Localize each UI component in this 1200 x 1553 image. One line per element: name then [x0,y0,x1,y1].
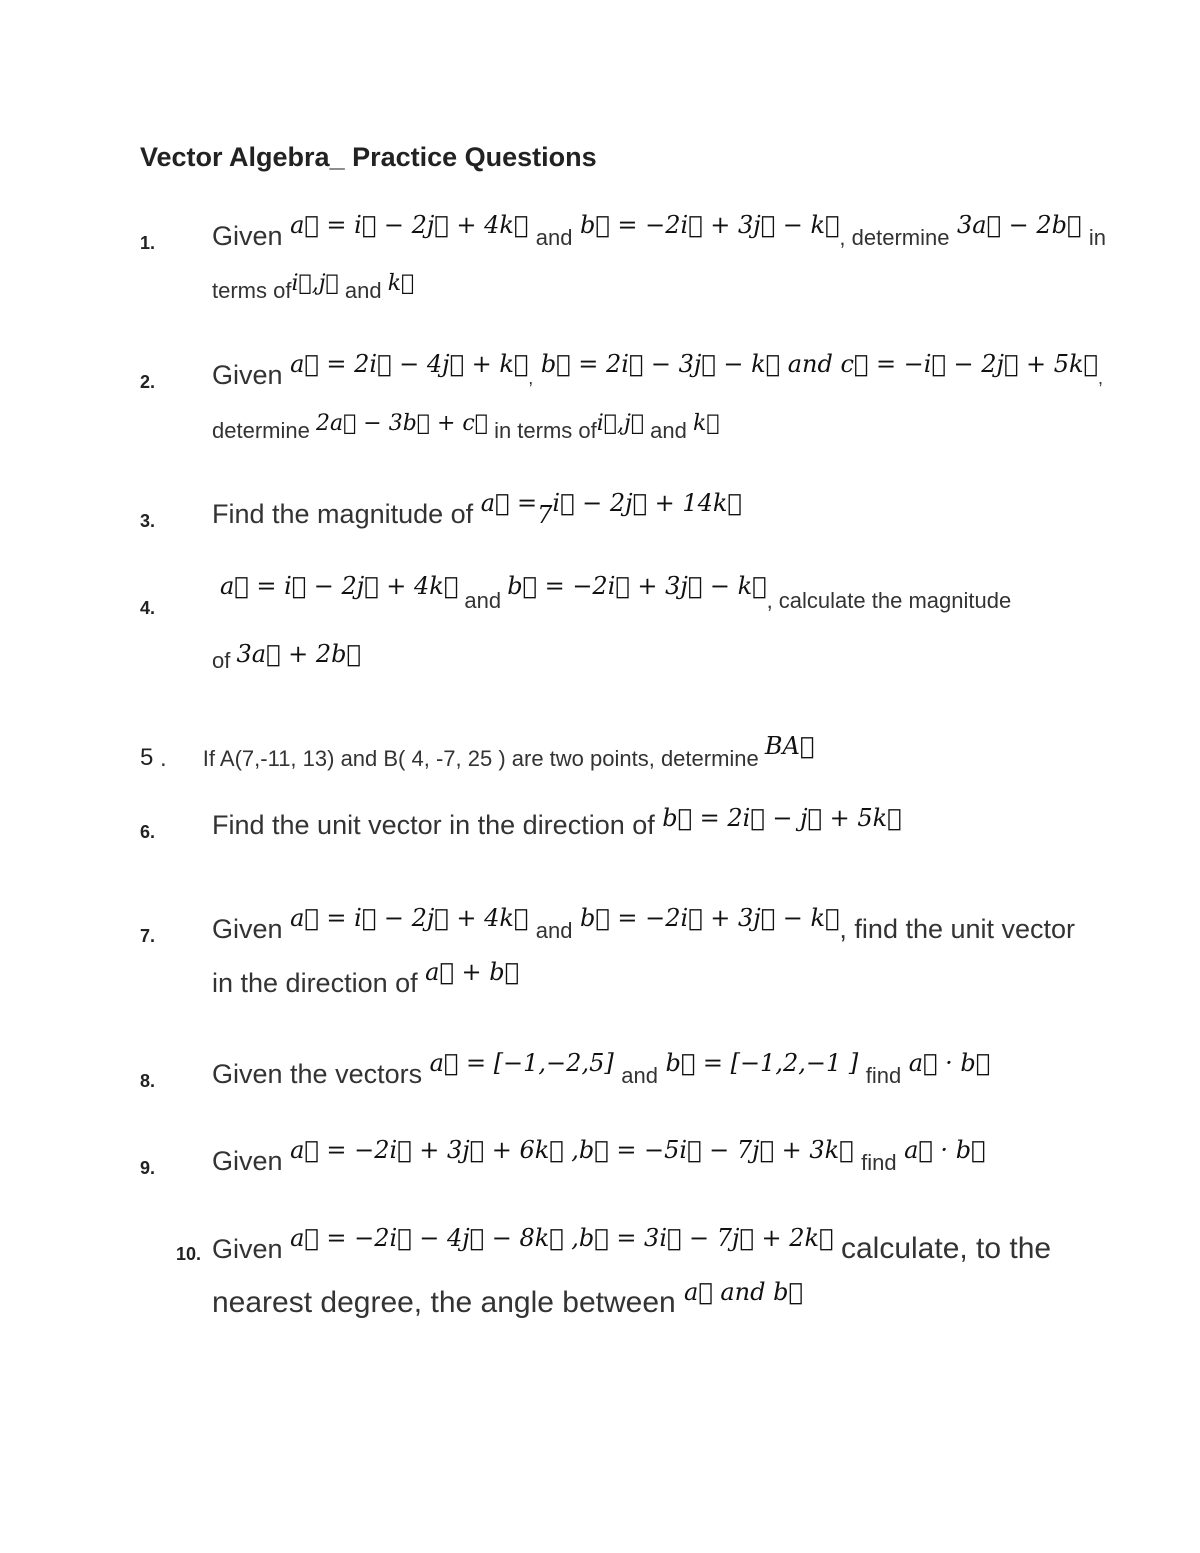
question-text: and [535,918,573,943]
math-expression: a⃗ = [480,489,538,517]
question-text: terms of [212,278,292,303]
question-text: find [861,1150,897,1175]
question-line [212,350,1103,391]
math-expression: b⃗ = [−1,2,−1 ] [665,1049,859,1077]
question-text: , determine [839,225,950,250]
math-expression: a⃗ · b⃗ [904,1136,986,1164]
math-expression: a⃗ = [−1,−2,5] [429,1049,614,1077]
question-number: 10. [176,1244,202,1264]
question-line [212,211,1107,252]
math-expression: a⃗ = −2i⃗ − 4j⃗ − 8k⃗ ,b⃗ = 3i⃗ − 7j⃗ + 2k⃗ [290,1224,834,1252]
question-text: Find the magnitude of [212,499,474,529]
question-text: in the direction of [212,968,418,998]
question-number: 6. [140,822,156,842]
question-text: and [621,1063,658,1088]
math-expression: a⃗ · b⃗ [908,1049,991,1077]
question-text: Given [212,914,283,944]
math-expression: b⃗ = 2i⃗ − j⃗ + 5k⃗ [662,804,902,832]
question-text: Given [212,1146,283,1176]
question-number: 8. [140,1071,156,1091]
math-expression: a⃗ = i⃗ − 2j⃗ + 4k⃗ [290,904,529,932]
question-text: and [535,225,573,250]
math-expression: k⃗ [693,411,720,436]
math-expression: 3a⃗ + 2b⃗ [236,640,361,668]
math-expression: b⃗ = −2i⃗ + 3j⃗ − k⃗ [507,572,767,600]
question-number: 5 [140,744,154,771]
question-text: Given [212,1234,283,1264]
math-expression: 7 [537,501,553,529]
math-expression: b⃗ = −2i⃗ + 3j⃗ − k⃗ [580,904,840,932]
question-line [212,1136,986,1177]
question-number: 1. [140,233,156,253]
question-number: 3. [140,511,156,531]
question-number: 2. [140,372,156,392]
question-line [212,271,415,304]
math-expression: k⃗ [387,271,415,296]
question-text: Given the vectors [212,1059,423,1089]
question-text: , calculate the magnitude [766,588,1012,613]
question-number: 7. [140,926,156,946]
question-text: . [160,745,167,772]
math-expression: a⃗ + b⃗ [425,958,519,986]
math-expression: BA⃗ [764,732,815,760]
question-number: 4. [140,598,156,618]
question-line [212,1278,803,1320]
question-text: in [1088,225,1107,250]
question-line [212,958,519,999]
math-expression: a⃗ and b⃗ [684,1278,803,1306]
question-text: Given [212,221,283,251]
math-expression: i⃗,j⃗ [596,411,645,436]
question-line [160,732,815,773]
question-text: Given [212,360,283,390]
question-line [212,904,1076,945]
math-expression: 2a⃗ − 3b⃗ + c⃗ [315,411,488,436]
comma: , [1097,368,1103,388]
question-line [212,1049,991,1090]
question-text: of [212,648,231,673]
math-expression: 3a⃗ − 2b⃗ [957,211,1082,239]
question-text: determine [212,418,310,443]
math-expression: a⃗ = 2i⃗ − 4j⃗ + k⃗ [290,350,529,378]
question-text: nearest degree, the angle between [212,1286,676,1319]
question-line [212,640,361,673]
page-title: Vector Algebra_ Practice Questions [140,142,597,172]
question-number: 9. [140,1158,156,1178]
question-line [212,804,902,841]
math-expression: b⃗ = −2i⃗ + 3j⃗ − k⃗ [580,211,840,239]
math-expression: i⃗ − 2j⃗ + 14k⃗ [552,489,742,517]
question-text: , find the unit vector [839,914,1076,944]
question-text: calculate, to the [840,1232,1052,1265]
question-text: Find the unit vector in the direction of [212,810,655,840]
question-line [212,489,742,530]
math-expression: i⃗,j⃗ [291,271,339,296]
comma: , [528,368,534,388]
math-expression: a⃗ = i⃗ − 2j⃗ + 4k⃗ [290,211,529,239]
question-text: find [865,1063,902,1088]
question-text: and [344,278,382,303]
question-text: and [464,588,502,613]
math-expression: a⃗ = −2i⃗ + 3j⃗ + 6k⃗ ,b⃗ = −5i⃗ − 7j⃗ + 3k⃗ [290,1136,854,1164]
question-text: and [650,418,687,443]
question-text: in terms of [494,418,597,443]
question-line [212,1224,1052,1266]
question-text: If A(7,-11, 13) and B( 4, -7, 25 ) are two points, determine [202,746,759,771]
question-line [220,572,1012,613]
question-line [212,411,720,444]
math-expression: b⃗ = 2i⃗ − 3j⃗ − k⃗ and c⃗ = −i⃗ − 2j⃗ + 5k⃗ [540,350,1098,378]
math-expression: a⃗ = i⃗ − 2j⃗ + 4k⃗ [220,572,459,600]
